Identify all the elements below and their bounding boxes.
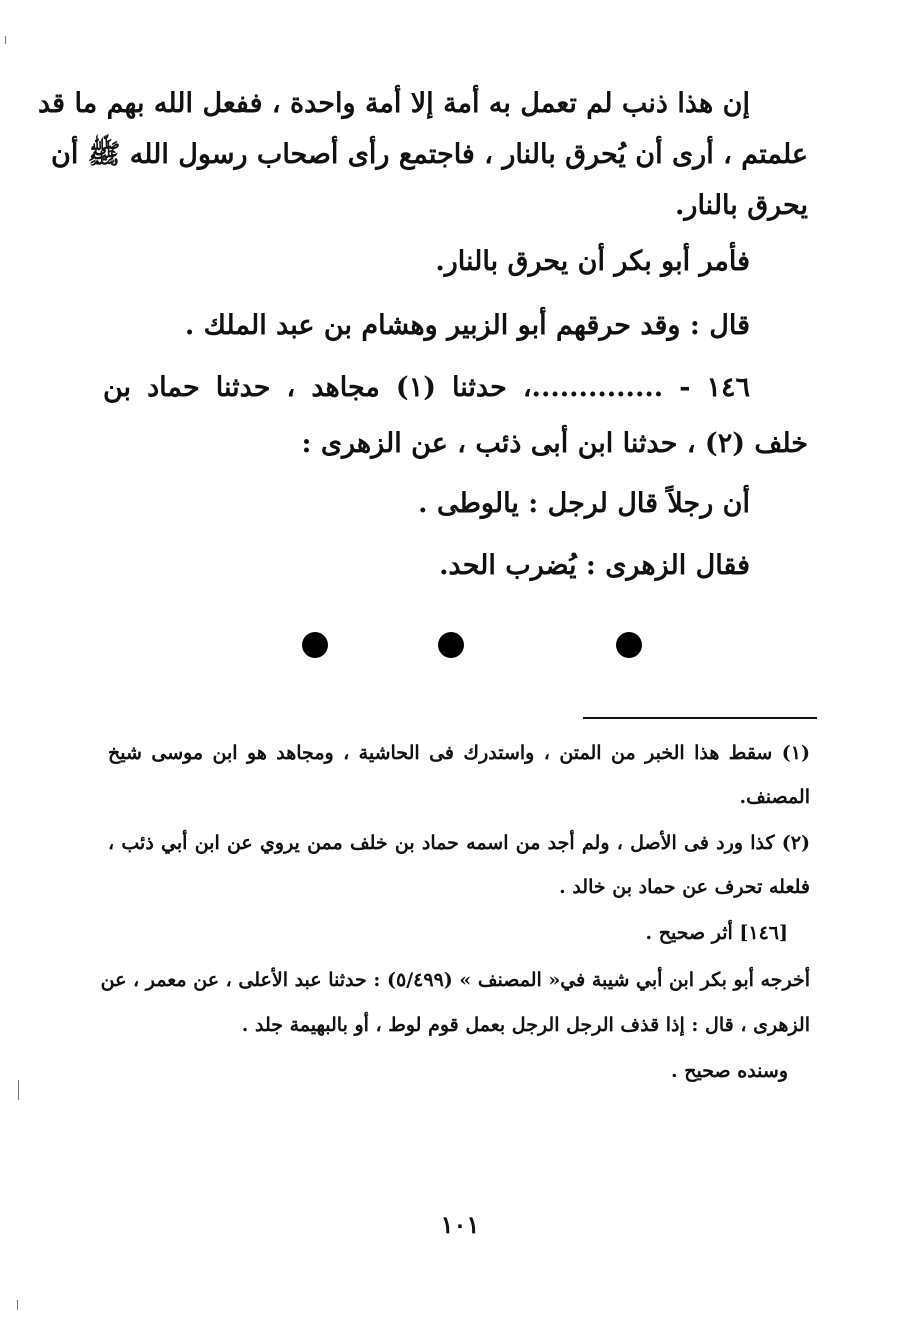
main-text-line: خلف (٢) ، حدثنا ابن أبى ذئب ، عن الزهرى : [301,428,808,459]
separator-dot [616,632,642,658]
scan-speck [18,1080,19,1100]
hadith-number-line: ١٤٦ - ..............، حدثنا (١) مجاهد ، حدثنا حماد بن [103,372,750,403]
footnote-line: (١) سقط هذا الخبر من المتن ، واستدرك فى الحاشية ، ومجاهد هو ابن موسى شيخ [108,742,810,764]
main-text-line: قال : وقد حرقهم أبو الزبير وهشام بن عبد الملك . [184,310,750,341]
separator-dot [302,632,328,658]
page-number: ١٠١ [440,1210,480,1239]
footnote-line: المصنف. [739,786,810,808]
footnote-line: (٢) كذا ورد فى الأصل ، ولم أجد من اسمه حماد بن خلف ممن يروي عن ابن أبي ذئب ، [108,832,810,854]
footnote-line: الزهرى ، قال : إذا قذف الرجل الرجل بعمل قوم لوط ، أو بالبهيمة جلد . [241,1014,810,1036]
main-text-line: إن هذا ذنب لم تعمل به أمة إلا أمة واحدة ، ففعل الله بهم ما قد [38,88,750,119]
main-text-line: فقال الزهرى : يُضرب الحد. [439,550,750,581]
main-text-line: فأمر أبو بكر أن يحرق بالنار. [435,246,750,277]
main-text-line: أن رجلاً قال لرجل : يالوطى . [418,488,750,519]
main-text-line: علمتم ، أرى أن يُحرق بالنار ، فاجتمع رأى أصحاب رسول الله ﷺ أن [50,139,808,170]
footnote-line: فلعله تحرف عن حماد بن خالد . [559,876,810,898]
main-text-line: يحرق بالنار. [675,190,808,221]
footnote-line: أخرجه أبو بكر ابن أبي شيبة في« المصنف » (٥/٤٩٩) : حدثنا عبد الأعلى ، عن معمر ، عن [100,969,810,991]
separator-dot [438,632,464,658]
scan-speck [5,36,6,44]
grading-line: [١٤٦] أثر صحيح . [645,922,788,944]
footnote-line: وسنده صحيح . [671,1060,788,1082]
scan-speck [17,1300,18,1310]
footnote-rule [583,717,817,719]
